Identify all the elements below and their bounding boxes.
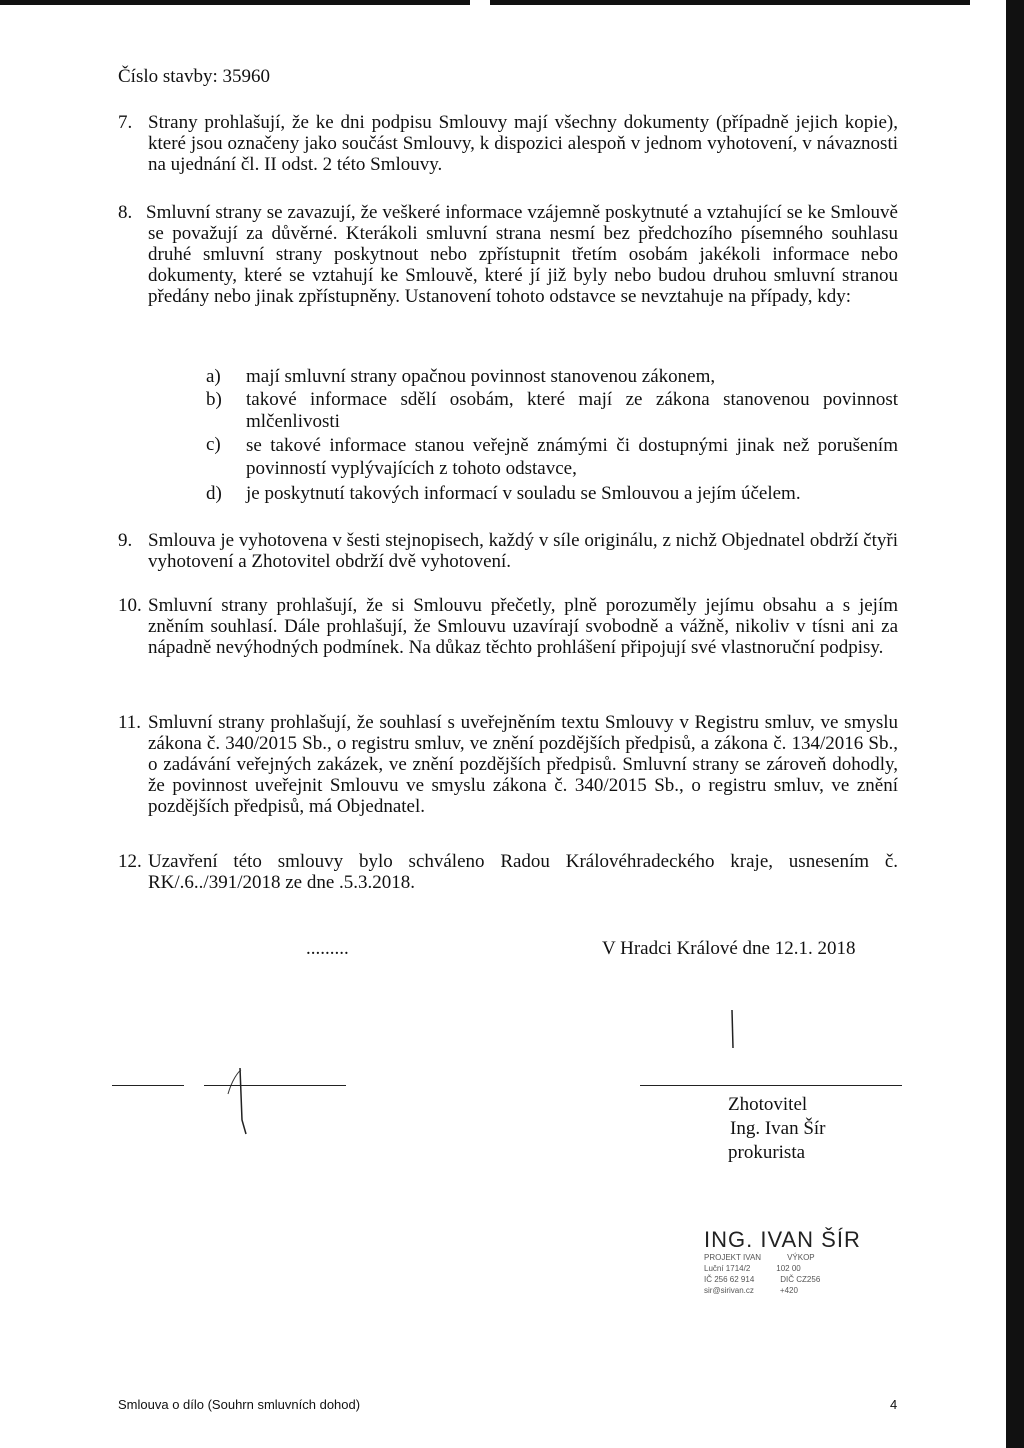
section-8-text: Smluvní strany se zavazují, že veškeré informace vzájemně poskytnuté a vztahující se ke Smlouvě se považují za důvěrné. Kterákoli smluvní strana nesmí bez předchozího písemného souhlasu druhé smluvní strany poskytnout nebo zpřístupnit třetím osobám jakékoli informace nebo dokumenty, které se vztahují ke Smlouvě, které jí již byly nebo budou druhou smluvní stranou předány nebo jinak zpřístupněny. Ustanovení tohoto odstavce se nevztahuje na případy, kdy: [146, 202, 898, 307]
exception-a-text: mají smluvní strany opačnou povinnost stanovenou zákonem, [246, 366, 716, 387]
section-9-number: 9. [118, 530, 133, 551]
stamp-text: sir@sirivan.cz [704, 1286, 754, 1295]
footer-doc-title: Smlouva o dílo (Souhrn smluvních dohod) [118, 1397, 361, 1412]
exception-a-label: a) [206, 366, 221, 387]
section-12-text: Uzavření této smlouvy bylo schváleno Radou Královéhradeckého kraje, usnesením č. RK/.6../391/2018 ze dne .5.3.2018. [148, 851, 898, 893]
exception-c-text: se takové informace stanou veřejně známými či dostupnými jinak než porušením povinností vyplývajících z tohoto odstavce, [246, 435, 898, 479]
section-11-number: 11. [118, 712, 142, 733]
left-signature-line-a [112, 1085, 184, 1086]
stamp-text: 102 00 [776, 1264, 801, 1273]
section-10-text: Smluvní strany prohlašují, že si Smlouvu přečetly, plně porozuměly jejímu obsahu a s jejím zněním souhlasí. Dále prohlašují, že Smlouvu uzavírají svobodně a vážně, nikoliv v tísni ani za nápadně nevýhodných podmínek. Na důkaz těchto prohlášení připojují své vlastnoruční podpisy. [148, 595, 898, 658]
stamp-text: PROJEKT IVAN [704, 1253, 762, 1262]
section-10-number: 10. [118, 595, 142, 616]
left-signature-dots: ......... [306, 938, 349, 959]
section-9-text: Smlouva je vyhotovena v šesti stejnopisech, každý v síle originálu, z nichž Objednatel obdrží čtyři vyhotovení a Zhotovitel obdrží dvě vyhotovení. [148, 530, 898, 572]
section-7-number: 7. [118, 112, 133, 133]
build-number: Číslo stavby: 35960 [118, 66, 271, 87]
stamp-text: DIČ CZ256 [780, 1275, 821, 1284]
exception-c-label: c) [206, 434, 221, 455]
stamp-text: Luční 1714/2 [704, 1264, 751, 1273]
exception-b-text: takové informace sdělí osobám, které mají ze zákona stanovenou povinnost mlčenlivosti [246, 389, 898, 432]
exception-d-label: d) [206, 483, 222, 504]
section-12-number: 12. [118, 851, 142, 872]
scan-edge-top-right [490, 0, 970, 5]
stamp-row [704, 1274, 861, 1285]
stamp-text: +420 [779, 1286, 798, 1295]
contractor-name: Ing. Ivan Šír [730, 1118, 826, 1139]
stamp-row [704, 1252, 861, 1263]
left-signature-line-b [204, 1085, 346, 1086]
scan-edge-right [1006, 0, 1024, 1448]
scan-edge-top-left [0, 0, 470, 5]
stamp-text: IČ 256 62 914 [704, 1275, 755, 1284]
stamp-text: VÝKOP [787, 1253, 815, 1262]
right-signature-line [640, 1085, 902, 1086]
stamp-title: ING. IVAN ŠÍR [704, 1227, 861, 1252]
contractor-role: Zhotovitel [728, 1094, 808, 1115]
company-stamp [704, 1228, 861, 1296]
place-and-date: V Hradci Králové dne 12.1. 2018 [602, 938, 856, 959]
footer-page-number: 4 [890, 1397, 898, 1412]
section-11-text: Smluvní strany prohlašují, že souhlasí s uveřejněním textu Smlouvy v Registru smluv, ve smyslu zákona č. 340/2015 Sb., o registru smluv, ve znění pozdějších předpisů, a zákona č. 134/2016 Sb., o zadávání veřejných zakázek, ve znění pozdějších předpisů. Smluvní strany se zároveň dohodly, že povinnost uveřejnit Smlouvu ve smyslu zákona č. 340/2015 Sb., o registru smluv, ve znění pozdějších předpisů, má Objednatel. [148, 712, 898, 817]
section-8-number: 8. [118, 202, 133, 223]
stamp-row [704, 1263, 861, 1274]
contractor-title: prokurista [728, 1142, 806, 1163]
exception-d-text: je poskytnutí takových informací v souladu se Smlouvou a jejím účelem. [246, 483, 801, 504]
section-7-text: Strany prohlašují, že ke dni podpisu Smlouvy mají všechny dokumenty (případně jejich kopie), které jsou označeny jako součást Smlouvy, k dispozici alespoň v jednom vyhotovení, v návaznosti na ujednání čl. II odst. 2 této Smlouvy. [148, 112, 898, 175]
stamp-row [704, 1285, 861, 1296]
exception-b-label: b) [206, 389, 222, 410]
